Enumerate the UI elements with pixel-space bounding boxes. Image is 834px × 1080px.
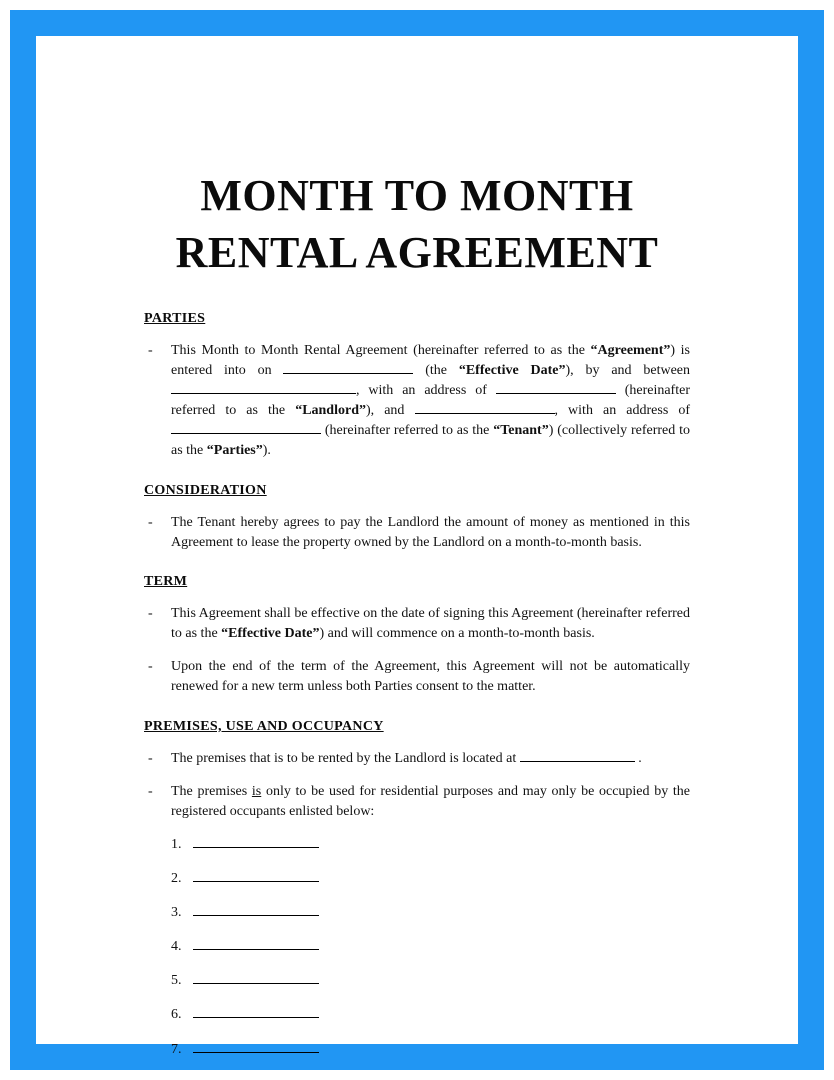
numbered-label: 6.: [171, 1007, 182, 1023]
text-segment: “Effective Date”: [458, 363, 566, 379]
numbered-label: 5.: [171, 973, 182, 989]
numbered-label: 2.: [171, 870, 182, 886]
document-title: [144, 167, 690, 281]
blank-field: [193, 903, 319, 916]
numbered-row: [171, 869, 690, 888]
blank-field: [193, 1040, 319, 1053]
text-segment: This Month to Month Rental Agreement (hereinafter referred to as the: [171, 343, 591, 359]
numbered-label: 1.: [171, 836, 182, 852]
text-segment: (hereinafter referred to as the: [321, 422, 494, 438]
item-text: [171, 659, 690, 694]
blank-field: [193, 1005, 319, 1018]
numbered-row: [171, 835, 690, 854]
text-segment: (hereinafter referred to as the: [171, 383, 690, 418]
section-heading: CONSIDERATION: [144, 482, 267, 498]
section-heading: PARTIES: [144, 311, 206, 327]
section-heading: TERM: [144, 574, 188, 590]
text-segment: “Landlord”: [295, 403, 366, 418]
text-segment: is: [251, 783, 262, 799]
numbered-row: [171, 1005, 690, 1024]
item-text: [171, 515, 690, 550]
list-item: [144, 341, 690, 460]
item-marker: -: [148, 659, 153, 675]
document-page: [72, 72, 762, 1057]
item-text: [171, 343, 690, 457]
item-marker: -: [148, 606, 153, 622]
blank-field: [283, 361, 413, 374]
numbered-row: [171, 971, 690, 990]
list-item: [144, 513, 690, 553]
text-segment: The premises: [171, 783, 252, 799]
text-segment: only to be used for residential purposes and may only be occupied by the registered occupants enlisted below:: [171, 783, 690, 819]
item-text: [171, 606, 690, 641]
text-segment: ) (collectively referred to as the: [171, 422, 690, 458]
text-segment: .: [634, 750, 642, 766]
text-segment: (the: [413, 363, 459, 379]
item-marker: -: [148, 783, 153, 799]
blank-field: [171, 381, 356, 394]
item-text: [171, 751, 642, 766]
list-item: [144, 749, 690, 769]
text-segment: ), by and between: [565, 363, 690, 379]
blank-field: [496, 381, 616, 394]
list-item: [144, 657, 690, 697]
text-segment: Upon the end of the term of the Agreement, this Agreement will not be automatically renewed for a new term unless both Parties consent to the matter.: [171, 659, 690, 694]
list-item: [144, 782, 690, 822]
blank-field: [193, 869, 319, 882]
numbered-row: [171, 903, 690, 922]
blank-field: [193, 937, 319, 950]
text-segment: to as the: [171, 626, 222, 642]
text-segment: ) and will commence on a month-to-month basis.: [319, 626, 595, 642]
text-segment: “Tenant”: [493, 422, 549, 438]
text-segment: The Tenant hereby agrees to pay the Landlord the amount of money as mentioned in this Agreement to lease the property owned by the Landlord on a month-to-month basis.: [171, 514, 690, 550]
blank-field: [520, 749, 635, 762]
text-segment: The premises that is to be rented by the Landlord is located at: [171, 750, 520, 766]
item-text: [171, 784, 690, 819]
text-segment: ).: [262, 442, 271, 458]
text-segment: “Effective Date”: [221, 626, 320, 642]
text-segment: , with an address of: [356, 383, 496, 399]
document-sections: [144, 311, 690, 1058]
text-segment: This Agreement shall be effective on the date of signing this Agreement (hereinafter referred: [171, 606, 690, 622]
numbered-label: 7.: [171, 1041, 182, 1057]
blank-field: [171, 421, 321, 434]
numbered-row: [171, 937, 690, 956]
section: [144, 574, 690, 697]
text-segment: “Parties”: [206, 442, 263, 458]
list-item: [144, 604, 690, 644]
section-heading: PREMISES, USE AND OCCUPANCY: [144, 718, 384, 734]
numbered-row: [171, 1040, 690, 1059]
title-line-2: RENTAL AGREEMENT: [175, 228, 659, 278]
section: [144, 311, 690, 460]
text-segment: ) is entered into on: [171, 343, 691, 379]
item-marker: -: [148, 343, 153, 359]
numbered-label: 4.: [171, 939, 182, 955]
page-border: [10, 10, 824, 1070]
title-line-1: MONTH TO MONTH: [200, 171, 634, 220]
numbered-label: 3.: [171, 904, 182, 920]
item-marker: -: [148, 514, 153, 530]
section: [144, 483, 690, 553]
text-segment: “Agreement”: [590, 343, 671, 359]
section: [144, 719, 690, 1059]
item-marker: -: [148, 750, 153, 766]
text-segment: ), and: [366, 403, 415, 418]
blank-field: [415, 401, 555, 414]
blank-field: [193, 835, 319, 848]
text-segment: , with an address of: [554, 403, 690, 418]
blank-field: [193, 971, 319, 984]
